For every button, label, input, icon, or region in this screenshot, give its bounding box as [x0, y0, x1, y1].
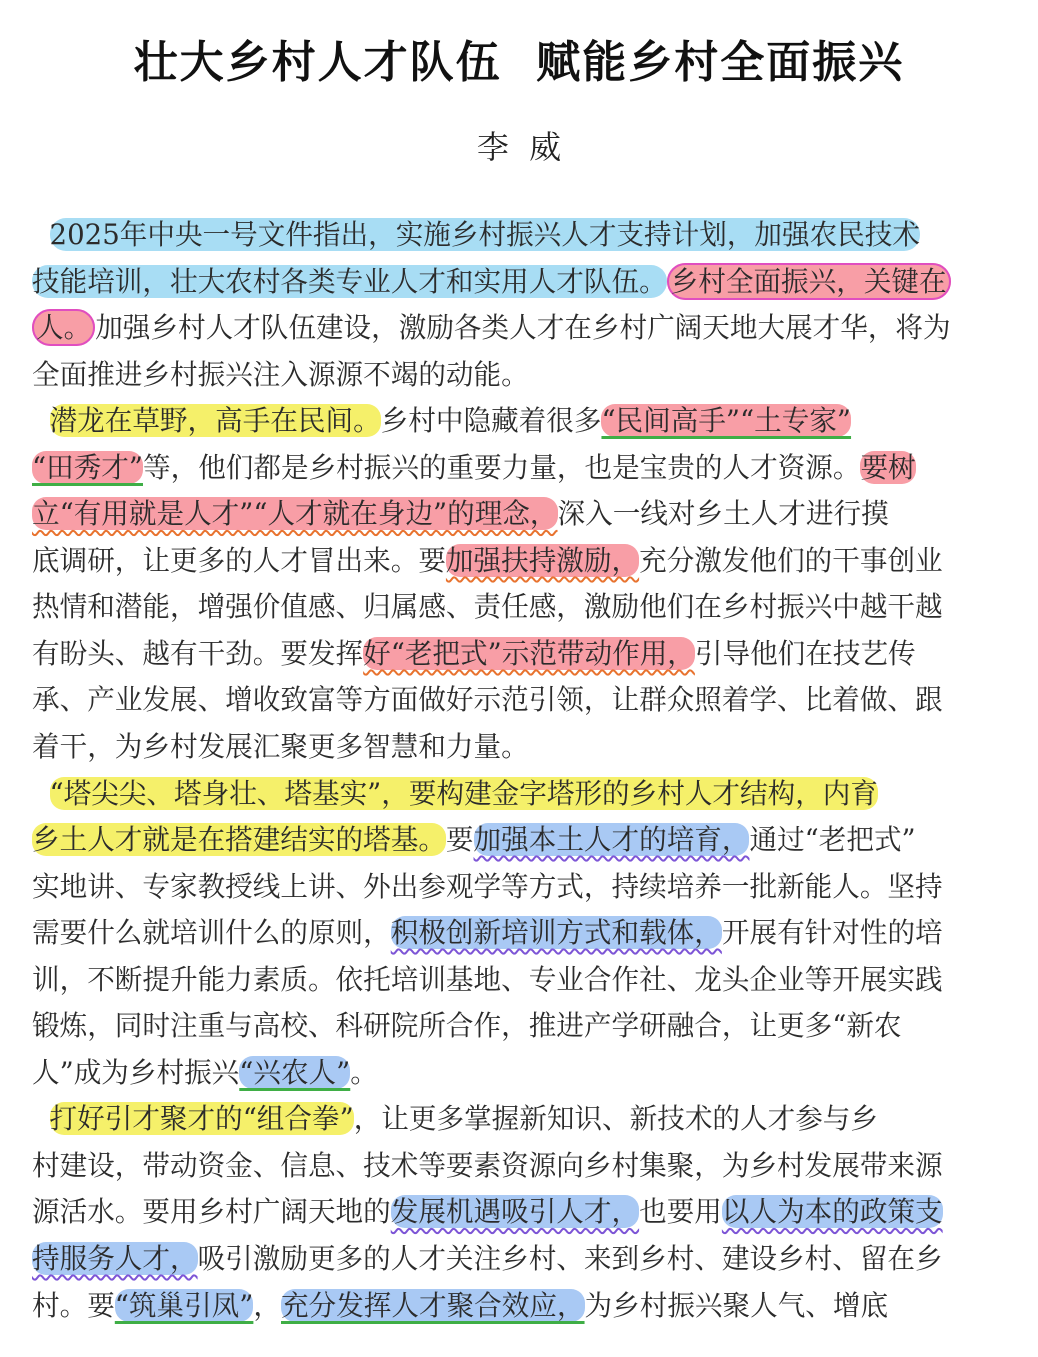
body-text: 有盼头、越有干劲。要发挥 [32, 636, 364, 670]
body-text: 等，他们都是乡村振兴的重要力量，也是宝贵的人才资源。 [143, 450, 861, 484]
highlighted-text: 2025年中央一号文件指出，实施乡村振兴人才支持计划，加强农民技术 [49, 218, 920, 251]
highlighted-text: 乡土人才就是在搭建结实的塔基。 [32, 823, 446, 857]
article-author: 李 威 [476, 128, 562, 166]
text-line [32, 1283, 1022, 1330]
body-text: 训，不断提升能力素质。依托培训基地、专业合作社、龙头企业等开展实践 [32, 962, 943, 996]
text-line [32, 491, 1022, 538]
body-text: 承、产业发展、增收致富等方面做好示范引领，让群众照着学、比着做、跟 [32, 683, 943, 717]
body-text: 全面推进乡村振兴注入源源不竭的动能。 [32, 357, 529, 391]
body-text: 实地讲、专家教授线上讲、外出参观学等方式，持续培养一批新能人。坚持 [32, 869, 943, 903]
text-line [32, 677, 1022, 724]
text-line [32, 724, 1022, 771]
highlighted-text: 以人为本的政策支 [721, 1195, 943, 1229]
body-text: 村。要 [32, 1288, 115, 1322]
text-line [32, 398, 1022, 445]
text-line [32, 305, 1022, 352]
text-line [32, 212, 1022, 259]
body-text: 。 [350, 1055, 378, 1089]
body-text: 底调研，让更多的人才冒出来。要 [32, 543, 446, 577]
highlighted-text: 技能培训，壮大农村各类专业人才和实用人才队伍。 [32, 264, 667, 298]
body-text [32, 404, 50, 437]
highlighted-text: “筑巢引凤” [114, 1288, 254, 1322]
body-text: 吸引激励更多的人才关注乡村、来到乡村、建设乡村、留在乡 [197, 1242, 943, 1276]
body-text [32, 218, 50, 251]
body-text: 要 [445, 823, 474, 857]
text-line [32, 817, 1022, 864]
text-line [32, 910, 1022, 957]
body-text [32, 777, 50, 810]
highlighted-text: 要树 [860, 450, 916, 484]
highlighted-text: 发展机遇吸引人才， [390, 1195, 640, 1229]
highlighted-text: 持服务人才， [32, 1242, 198, 1276]
body-text: 深入一线对乡土人才进行摸 [557, 497, 889, 531]
highlighted-text: 打好引才聚才的“组合拳” [49, 1102, 354, 1136]
body-text [32, 1102, 50, 1135]
body-text: ， [253, 1288, 281, 1322]
text-line [32, 1096, 1022, 1143]
body-text: 村建设，带动资金、信息、技术等要素资源向乡村集聚，为乡村发展带来源 [32, 1148, 943, 1182]
highlighted-text: 好“老把式”示范带动作用， [363, 636, 695, 670]
highlighted-text: “塔尖尖、塔身壮、塔基实”，要构建金字塔形的乡村人才结构，内育 [49, 776, 878, 810]
text-line [32, 864, 1022, 911]
highlighted-text: 加强扶持激励， [445, 543, 640, 577]
highlighted-text: 充分发挥人才聚合效应， [281, 1288, 585, 1322]
body-text: 引导他们在技艺传 [694, 636, 916, 670]
body-text: 加强乡村人才队伍建设，激励各类人才在乡村广阔天地大展才华，将为 [95, 311, 951, 345]
article-title: 壮大乡村人才队伍 赋能乡村全面振兴 [133, 37, 905, 88]
body-text: ，让更多掌握新知识、新技术的人才参与乡 [353, 1102, 878, 1136]
body-text: 人”成为乡村振兴 [32, 1055, 240, 1089]
highlighted-text: 立“有用就是人才”“人才就在身边”的理念， [32, 497, 558, 531]
highlighted-text: 人。 [32, 309, 95, 346]
body-text: 乡村中隐藏着很多 [380, 404, 602, 438]
highlighted-text: “民间高手”“土专家” [601, 404, 852, 438]
text-line [32, 957, 1022, 1004]
highlighted-text: 乡村全面振兴，关键在 [667, 263, 951, 300]
text-line [32, 259, 1022, 306]
body-text: 源活水。要用乡村广阔天地的 [32, 1195, 391, 1229]
body-text: 为乡村振兴聚人气、增底 [584, 1288, 889, 1322]
body-text: 开展有针对性的培 [721, 916, 943, 950]
highlighted-text: “兴农人” [239, 1055, 351, 1089]
body-text: 锻炼，同时注重与高校、科研院所合作，推进产学研融合，让更多“新农 [32, 1009, 902, 1043]
body-text: 通过“老把式” [749, 823, 916, 857]
text-line [32, 584, 1022, 631]
text-line [32, 1236, 1022, 1283]
highlighted-text: 潜龙在草野，高手在民间。 [49, 404, 381, 438]
text-line [32, 445, 1022, 492]
article-body [32, 212, 1022, 1329]
text-line [32, 1003, 1022, 1050]
text-line [32, 352, 1022, 399]
body-text: 也要用 [639, 1195, 722, 1229]
text-line [32, 1189, 1022, 1236]
body-text: 需要什么就培训什么的原则， [32, 916, 391, 950]
text-line [32, 631, 1022, 678]
body-text: 热情和潜能，增强价值感、归属感、责任感，激励他们在乡村振兴中越干越 [32, 590, 943, 624]
text-line [32, 538, 1022, 585]
highlighted-text: 积极创新培训方式和载体， [390, 916, 722, 950]
highlighted-text: “田秀才” [32, 450, 143, 484]
text-line [32, 1143, 1022, 1190]
body-text: 着干，为乡村发展汇聚更多智慧和力量。 [32, 730, 529, 764]
highlighted-text: 加强本土人才的培育， [473, 823, 750, 857]
text-line [32, 771, 1022, 818]
body-text: 充分激发他们的干事创业 [639, 543, 943, 577]
text-line [32, 1050, 1022, 1097]
